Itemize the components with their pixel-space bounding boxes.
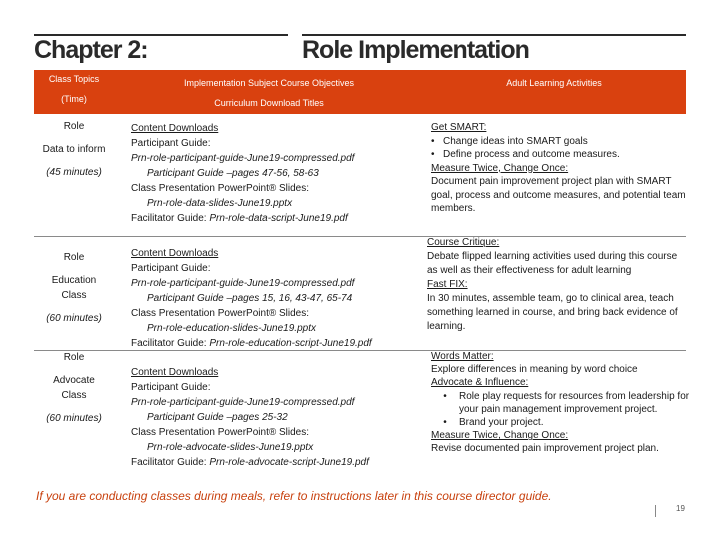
facilitator-file: Prn-role-data-script-June19.pdf — [209, 213, 348, 224]
row2-topic: Role Education Class (60 minutes) — [46, 252, 102, 324]
row2-activities: Course Critique: Debate flipped learning activities used during this course as well as their effectiveness for adult learning Fast FIX: In 30 minutes, assemble team, go to clinical area, teach something learned in course, and bring back evidence of learning. — [427, 237, 678, 332]
row1-downloads: Content Downloads Participant Guide: Prn-role-participant-guide-June19-compressed.pdf Participant Guide –pages 47-56, 58-63 Class Presentation PowerPoint® Slides: Prn-role-data-slides-June19.pptx Facilitator Guide: Prn-role-data-script-June19.pdf — [131, 121, 416, 226]
header-downloads: Curriculum Download Titles — [214, 98, 324, 108]
header-objectives: Implementation Subject Course Objectives — [183, 78, 355, 88]
content-downloads-link[interactable]: Content Downloads — [131, 248, 219, 259]
header-activities: Adult Learning Activities — [506, 78, 602, 88]
list-item: • Change ideas into SMART goals — [431, 135, 588, 147]
row3-activities: Words Matter: Explore differences in meaning by word choice Advocate & Influence: • Role play requests for resources from leadership for your pain management improvement project. • Brand your project. Measure Twice, Change Once: Revise documented pain improvement project plan. — [431, 350, 693, 456]
header-class-topics: Class Topics — [48, 74, 100, 84]
row3-topic: Role Advocate Class (60 minutes) — [46, 352, 102, 424]
facilitator-file: Prn-role-education-script-June19.pdf — [209, 338, 372, 349]
guide-file: Prn-role-participant-guide-June19-compressed.pdf — [131, 397, 355, 408]
facilitator-file: Prn-role-advocate-script-June19.pdf — [209, 457, 369, 468]
row2-downloads: Content Downloads Participant Guide: Prn-role-participant-guide-June19-compressed.pdf Participant Guide –pages 15, 16, 43-47, 65-74 Class Presentation PowerPoint® Slides: Prn-role-education-slides-June19.pptx Facilitator Guide: Prn-role-education-script-June19.pdf — [131, 246, 416, 351]
list-item: • Role play requests for resources from leadership for your pain management improvement project. — [443, 390, 690, 415]
slides-file: Prn-role-advocate-slides-June19.pptx — [147, 442, 314, 453]
list-item: • Brand your project. — [443, 417, 544, 429]
list-item: • Define process and outcome measures. — [431, 149, 620, 160]
guide-file: Prn-role-participant-guide-June19-compressed.pdf — [131, 278, 355, 289]
slides-file: Prn-role-data-slides-June19.pptx — [147, 198, 293, 209]
page-separator — [655, 505, 656, 517]
guide-file: Prn-role-participant-guide-June19-compressed.pdf — [131, 153, 355, 164]
slides-file: Prn-role-education-slides-June19.pptx — [147, 323, 316, 334]
content-downloads-link[interactable]: Content Downloads — [131, 367, 219, 378]
header-time: (Time) — [61, 94, 87, 104]
row3-downloads: Content Downloads Participant Guide: Prn-role-participant-guide-June19-compressed.pdf Participant Guide –pages 25-32 Class Presentation PowerPoint® Slides: Prn-role-advocate-slides-June19.pptx Facilitator Guide: Prn-role-advocate-script-June19.pdf — [131, 365, 416, 470]
section-title: Role Implementation — [302, 36, 529, 64]
page-number: 19 — [676, 504, 685, 513]
row1-topic: Role Data to inform (45 minutes) — [42, 121, 106, 178]
row1-activities: Get SMART: • Change ideas into SMART goals • Define process and outcome measures. Measure Twice, Change Once: Document pain improvement project plan with SMART goal, process and outcome measures, and potential team members. — [431, 121, 693, 216]
chapter-title: Chapter 2: — [34, 36, 148, 64]
content-downloads-link[interactable]: Content Downloads — [131, 123, 219, 134]
table-header — [34, 70, 686, 114]
footer-note: If you are conducting classes during meals, refer to instructions later in this course director guide. — [36, 489, 552, 503]
